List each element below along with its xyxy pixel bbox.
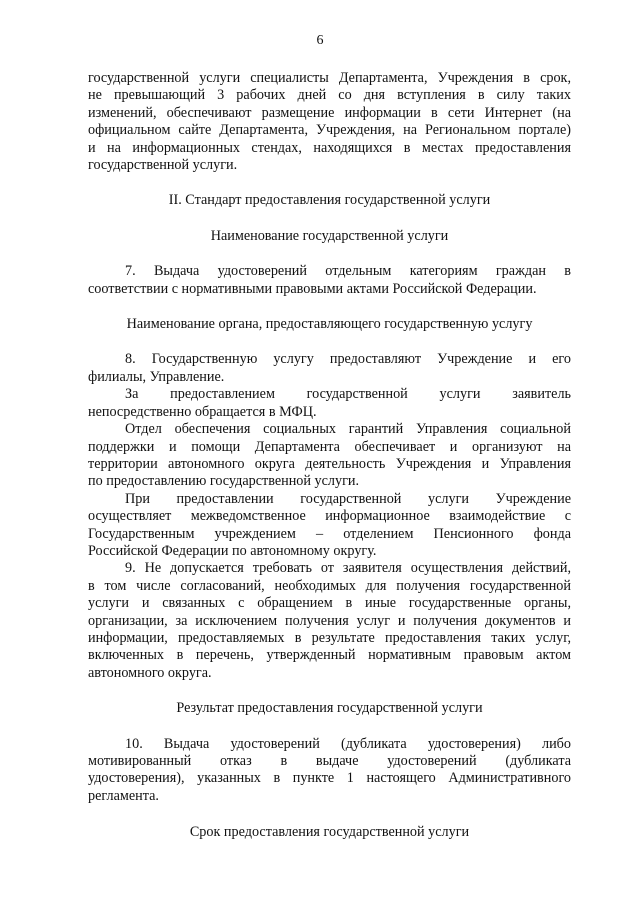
text-line: и на информационных стендах, находящихся в местах предоставления — [88, 139, 571, 156]
text-line: регламента. — [88, 787, 159, 804]
heading-service-name: Наименование государственной услуги — [210, 227, 449, 244]
text-line: соответствии с нормативными правовыми актами Российской Федерации. — [88, 280, 537, 297]
text-line: Отдел обеспечения социальных гарантий Управления социальной — [125, 421, 571, 438]
text-line: в том числе согласований, необходимых для получения государственной — [88, 577, 571, 594]
text-line: организации, за исключением получения услуг и получения документов и — [88, 612, 571, 629]
text-line: государственной услуги специалисты Департамента, Учреждения в срок, — [88, 70, 571, 86]
paragraph-8-interaction — [88, 491, 571, 561]
text-line: Российской Федерации по автономному округу. — [88, 542, 377, 559]
heading-term: Срок предоставления государственной услуги — [189, 824, 470, 841]
text-line: 10. Выдача удостоверений (дубликата удостоверения) либо — [125, 735, 571, 752]
text-line: информации, предоставляемых в результате предоставления таких услуг, — [88, 629, 571, 646]
heading-result: Результат предоставления государственной услуги — [176, 700, 483, 717]
text-line: официальном сайте Департамента, Учреждения, на Региональном портале) — [88, 122, 571, 139]
text-line: автономного округа. — [88, 664, 212, 681]
text-line: услуги и связанных с обращением в иные государственные органы, — [88, 595, 571, 612]
text-line: Государственным учреждением – отделением Пенсионного фонда — [88, 525, 571, 542]
intro-paragraph — [88, 70, 571, 174]
text-line: не превышающий 3 рабочих дней со дня вступления в силу таких — [88, 87, 571, 104]
text-line: изменений, обеспечивают размещение информации в сети Интернет (на — [88, 104, 571, 121]
heading-authority-name: Наименование органа, предоставляющего государственную услугу — [126, 316, 533, 333]
paragraph-8 — [88, 351, 571, 386]
text-line: удостоверения), указанных в пункте 1 настоящего Административного — [88, 770, 571, 787]
text-line: государственной услуги. — [88, 157, 238, 174]
text-line: территории автономного округа деятельность Учреждения и Управления — [88, 455, 571, 472]
paragraph-7 — [88, 263, 571, 298]
text-line: 7. Выдача удостоверений отдельным категориям граждан в — [125, 263, 571, 280]
paragraph-9 — [88, 560, 571, 682]
text-line: поддержки и помощи Департамента обеспечивает и организуют на — [88, 438, 571, 455]
page-number: 6 — [316, 33, 324, 48]
text-line: 8. Государственную услугу предоставляют Учреждение и его — [125, 351, 571, 368]
text-line: по предоставлению государственной услуги. — [88, 473, 360, 490]
text-line: За предоставлением государственной услуги заявитель — [125, 386, 571, 403]
text-line: 9. Не допускается требовать от заявителя осуществления действий, — [125, 560, 571, 577]
paragraph-10 — [88, 736, 571, 806]
text-line: филиалы, Управление. — [88, 368, 225, 385]
text-line: включенных в перечень, утвержденный нормативным правовым актом — [88, 647, 571, 664]
paragraph-8-department — [88, 421, 571, 491]
text-line: осуществляет межведомственное информационное взаимодействие с — [88, 508, 571, 525]
text-line: При предоставлении государственной услуги Учреждение — [125, 490, 571, 507]
document-body — [88, 70, 571, 842]
text-line: мотивированный отказ в выдаче удостоверений (дубликата — [88, 753, 571, 769]
text-line: непосредственно обращается в МФЦ. — [88, 403, 317, 420]
paragraph-8-mfc — [88, 386, 571, 421]
section-title: II. Стандарт предоставления государственной услуги — [168, 192, 491, 209]
